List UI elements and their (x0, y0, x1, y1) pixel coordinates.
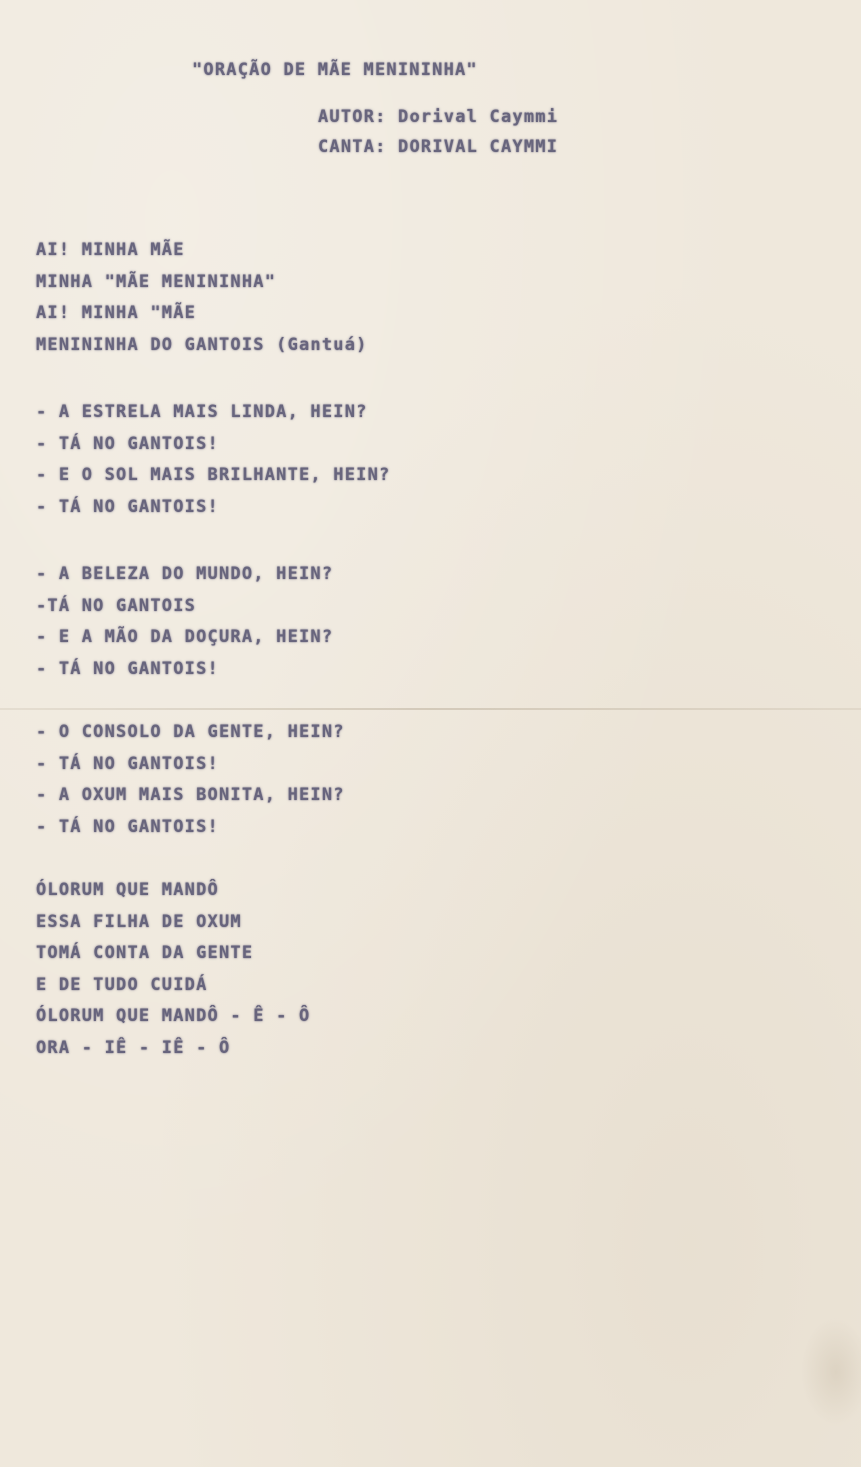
author-line: AUTOR: Dorival Caymmi (318, 107, 559, 127)
song-title: "ORAÇÃO DE MÃE MENININHA" (192, 60, 478, 80)
lyric-line: MINHA "MÃE MENININHA" (36, 271, 277, 292)
lyric-line: - TÁ NO GANTOIS! (36, 433, 219, 454)
lyric-line: - O CONSOLO DA GENTE, HEIN? (36, 722, 345, 742)
stanza-1 (36, 240, 368, 366)
lyric-line: - TÁ NO GANTOIS! (36, 816, 219, 837)
lyric-line: - A ESTRELA MAIS LINDA, HEIN? (36, 402, 368, 422)
singer-line: CANTA: DORIVAL CAYMMI (318, 137, 559, 157)
lyric-line: ÓLORUM QUE MANDÔ - Ê - Ô (36, 1006, 311, 1026)
lyric-line: ÓLORUM QUE MANDÔ (36, 880, 219, 900)
paper-fold-line (0, 708, 861, 710)
stanza-3 (36, 564, 333, 690)
paper-stain (801, 1317, 861, 1427)
lyric-line: AI! MINHA "MÃE (36, 303, 197, 323)
stanza-2 (36, 402, 390, 528)
lyric-line: MENININHA DO GANTOIS (Gantuá) (36, 334, 368, 355)
lyric-line: - TÁ NO GANTOIS! (36, 753, 219, 774)
lyric-line: - E O SOL MAIS BRILHANTE, HEIN? (36, 465, 391, 485)
lyric-line: - A OXUM MAIS BONITA, HEIN? (36, 785, 345, 805)
lyric-line: - A BELEZA DO MUNDO, HEIN? (36, 564, 334, 584)
lyric-line: E DE TUDO CUIDÁ (36, 974, 208, 995)
lyric-line: - TÁ NO GANTOIS! (36, 496, 219, 517)
lyric-line: -TÁ NO GANTOIS (36, 595, 197, 616)
lyric-line: - E A MÃO DA DOÇURA, HEIN? (36, 627, 334, 647)
lyric-line: TOMÁ CONTA DA GENTE (36, 943, 254, 963)
stanza-5 (36, 880, 310, 1069)
lyric-line: - TÁ NO GANTOIS! (36, 658, 219, 679)
lyric-line: ORA - IÊ - IÊ - Ô (36, 1037, 231, 1058)
lyric-line: ESSA FILHA DE OXUM (36, 911, 242, 932)
lyric-line: AI! MINHA MÃE (36, 240, 185, 260)
stanza-4 (36, 722, 345, 848)
